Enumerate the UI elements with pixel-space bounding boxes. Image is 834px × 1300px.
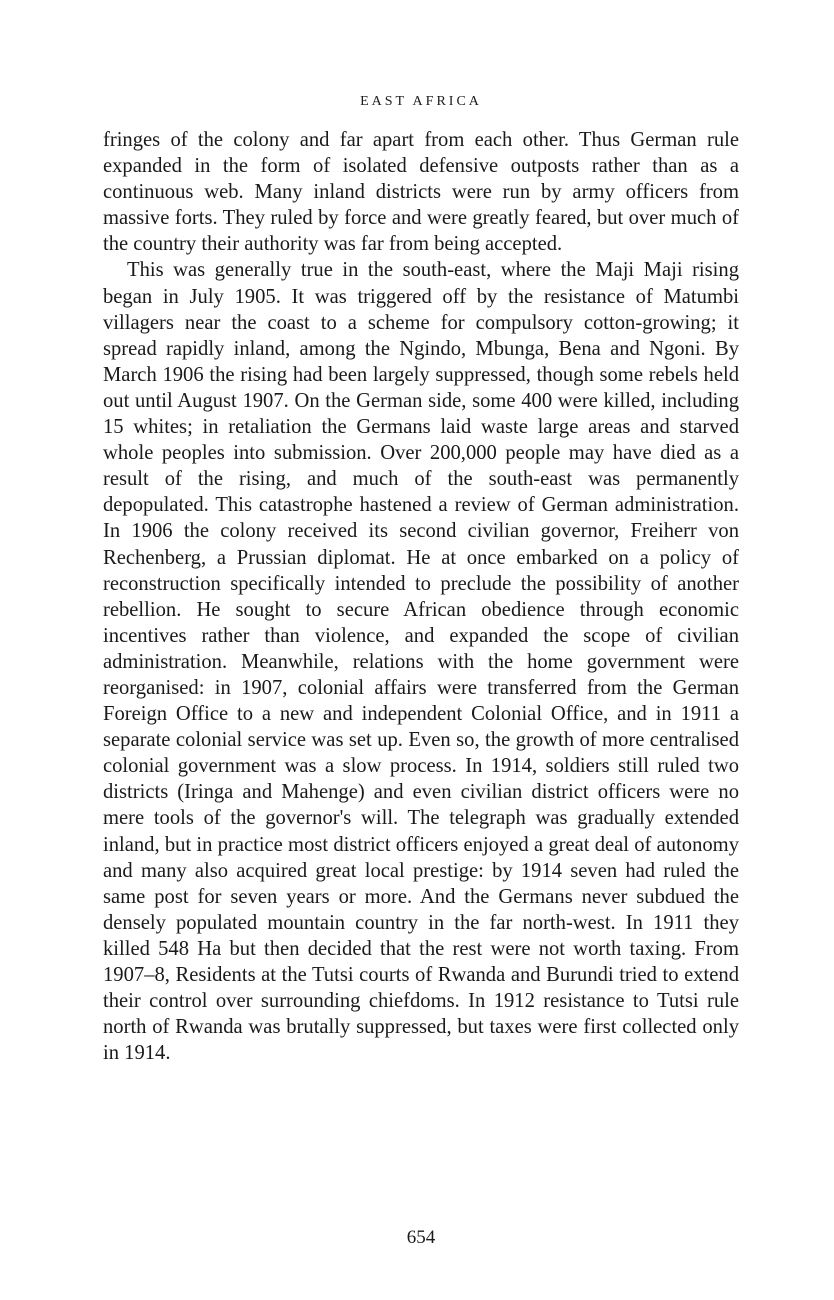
running-head: EAST AFRICA [360, 94, 482, 109]
paragraph-maji-maji: This was generally true in the south-east, where the Maji Maji rising began in July 1905. It was triggered off by the resistance of Matumbi villagers near the coast to a scheme for compulsory cotton-growing; it spread rapidly inland, among the Ngindo, Mbunga, Bena and Ngoni. By March 1906 the rising had been largely suppressed, though some rebels held out until August 1907. On the German side, some 400 were killed, including 15 whites; in retaliation the Germans laid waste large areas and starved whole peoples into submission. Over 200,000 people may have died as a result of the rising, and much of the south-east was permanently depopulated. This catastrophe hastened a review of German administration. In 1906 the colony received its second civilian governor, Freiherr von Rechenberg, a Prussian diplomat. He at once embarked on a policy of reconstruction specifically intended to preclude the possibility of another rebellion. He sought to secure African obedience through economic incentives rather than violence, and expanded the scope of civilian administration. Meanwhile, relations with the home government were reorganised: in 1907, colonial affairs were transferred from the German Foreign Office to a new and independent Colonial Office, and in 1911 a separate colonial service was set up. Even so, the growth of more centralised colonial government was a slow process. In 1914, soldiers still ruled two districts (Iringa and Mahenge) and even civilian district officers were no mere tools of the governor's will. The telegraph was gradually extended inland, but in practice most district officers enjoyed a great deal of autonomy and many also acquired great local prestige: by 1914 seven had ruled the same post for seven years or more. And the Germans never subdued the densely populated mountain country in the far north-west. In 1911 they killed 548 Ha but then decided that the rest were not worth taxing. From 1907–8, Residents at the Tutsi courts of Rwanda and Burundi tried to extend their control over surrounding chiefdoms. In 1912 resistance to Tutsi rule north of Rwanda was brutally suppressed, but taxes were first collected only in 1914. [103, 259, 739, 1065]
paragraph-continued: fringes of the colony and far apart from each other. Thus German rule expanded in the form of isolated defensive outposts rather than as a continuous web. Many inland districts were run by army officers from massive forts. They ruled by force and were greatly feared, but over much of the country their authority was far from being accepted. [103, 129, 739, 256]
body-text [103, 127, 739, 1066]
page-number: 654 [406, 1227, 436, 1248]
